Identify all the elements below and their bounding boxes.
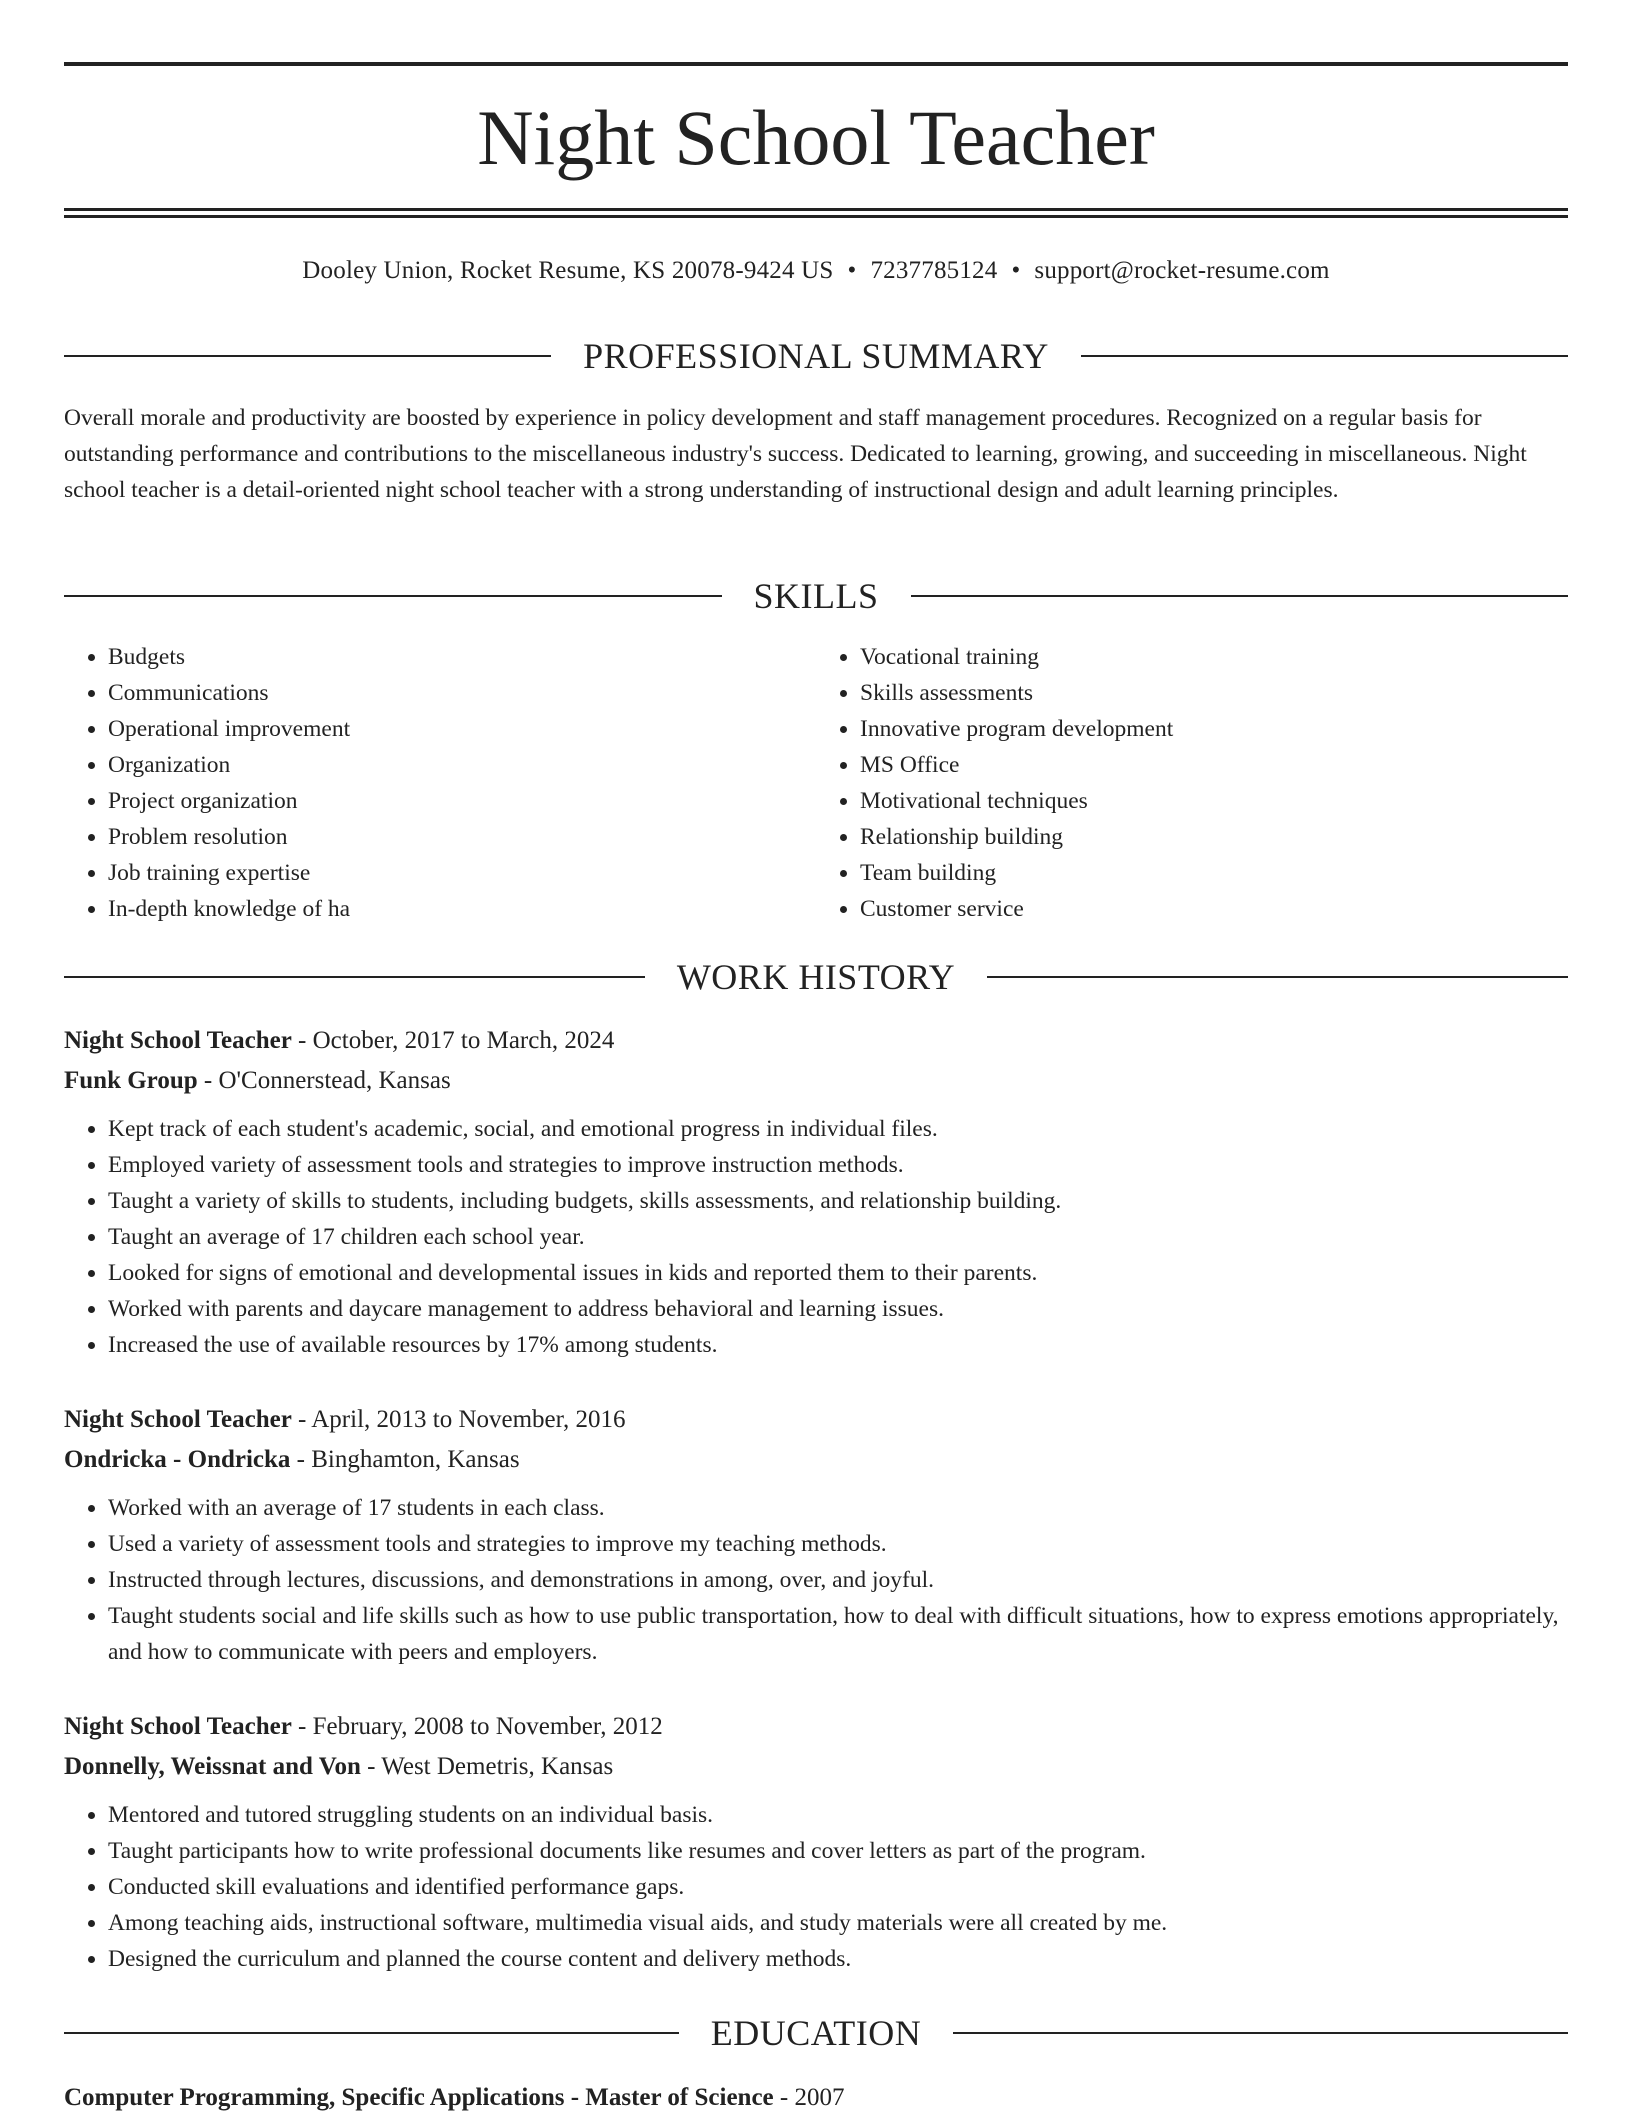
skill-item: • Problem resolution — [108, 819, 816, 855]
job-company: Funk Group — [64, 1067, 198, 1094]
job-entry — [64, 1707, 1568, 1977]
skill-item: • Communications — [108, 675, 816, 711]
job-company-line — [64, 1440, 1568, 1480]
heading-rule — [64, 595, 722, 597]
job-bullet: • Worked with an average of 17 students in each class. — [108, 1490, 1568, 1526]
section-heading-summary — [64, 334, 1568, 378]
contact-separator: • — [1011, 257, 1021, 284]
job-location: - West Demetris, Kansas — [360, 1753, 614, 1780]
job-entry — [64, 1021, 1568, 1363]
job-company-line — [64, 1747, 1568, 1787]
job-title-line — [64, 1400, 1568, 1440]
job-bullets — [64, 1797, 1568, 1977]
skill-item: • Vocational training — [860, 639, 1568, 675]
job-company: Ondricka - Ondricka — [64, 1446, 291, 1473]
skill-item: • Motivational techniques — [860, 783, 1568, 819]
education-entry — [64, 2078, 1568, 2118]
section-heading-skills — [64, 574, 1568, 618]
section-title: WORK HISTORY — [676, 957, 956, 997]
job-bullet: • Looked for signs of emotional and developmental issues in kids and reported them to their parents. — [108, 1255, 1568, 1291]
job-bullet: • Instructed through lectures, discussions, and demonstrations in among, over, and joyful. — [108, 1562, 1568, 1598]
skills-column-right — [816, 639, 1568, 927]
heading-rule — [911, 595, 1569, 597]
job-company: Donnelly, Weissnat and Von — [64, 1753, 361, 1780]
education-degree: Computer Programming, Specific Applications - Master of Science — [64, 2084, 774, 2111]
contact-line — [64, 254, 1568, 288]
job-dates: - February, 2008 to November, 2012 — [291, 1713, 663, 1740]
section-title: EDUCATION — [710, 2013, 922, 2053]
contact-address: Dooley Union, Rocket Resume, KS 20078-9424 US — [302, 257, 834, 284]
skills-column-left — [64, 639, 816, 927]
skill-item: • MS Office — [860, 747, 1568, 783]
education-year: - 2007 — [773, 2084, 845, 2111]
skill-item: • Budgets — [108, 639, 816, 675]
skill-item: • Project organization — [108, 783, 816, 819]
job-title-line — [64, 1021, 1568, 1061]
job-title: Night School Teacher — [64, 1406, 292, 1433]
skill-item: • Innovative program development — [860, 711, 1568, 747]
contact-phone: 7237785124 — [870, 257, 998, 284]
job-bullet: • Taught participants how to write professional documents like resumes and cover letters as part of the program. — [108, 1833, 1568, 1869]
job-bullet: • Worked with parents and daycare management to address behavioral and learning issues. — [108, 1291, 1568, 1327]
job-dates: - April, 2013 to November, 2016 — [291, 1406, 626, 1433]
heading-rule — [987, 976, 1568, 978]
job-bullet: • Taught students social and life skills such as how to use public transportation, how to deal with difficult situations, how to express emotions appropriately, and how to communicate with peers and employers. — [108, 1598, 1568, 1670]
candidate-name: Night School Teacher — [477, 94, 1155, 181]
job-bullet: • Conducted skill evaluations and identified performance gaps. — [108, 1869, 1568, 1905]
job-bullet: • Mentored and tutored struggling students on an individual basis. — [108, 1797, 1568, 1833]
heading-rule — [64, 976, 645, 978]
job-bullets — [64, 1111, 1568, 1363]
skill-item: • Job training expertise — [108, 855, 816, 891]
skill-item: • Skills assessments — [860, 675, 1568, 711]
job-title: Night School Teacher — [64, 1713, 292, 1740]
job-bullet: • Taught a variety of skills to students, including budgets, skills assessments, and relationship building. — [108, 1183, 1568, 1219]
heading-rule — [64, 355, 551, 357]
skill-item: • Organization — [108, 747, 816, 783]
job-bullet: • Among teaching aids, instructional software, multimedia visual aids, and study materials were all created by me. — [108, 1905, 1568, 1941]
job-bullet: • Taught an average of 17 children each school year. — [108, 1219, 1568, 1255]
heading-rule — [64, 2032, 679, 2034]
job-dates: - October, 2017 to March, 2024 — [291, 1027, 615, 1054]
skill-item: • Operational improvement — [108, 711, 816, 747]
section-title: SKILLS — [753, 576, 879, 616]
job-company-line — [64, 1061, 1568, 1101]
section-title: PROFESSIONAL SUMMARY — [583, 336, 1049, 376]
job-location: - Binghamton, Kansas — [290, 1446, 520, 1473]
contact-email: support@rocket-resume.com — [1034, 257, 1330, 284]
job-bullet: • Employed variety of assessment tools and strategies to improve instruction methods. — [108, 1147, 1568, 1183]
section-heading-education — [64, 2011, 1568, 2055]
job-title-line — [64, 1707, 1568, 1747]
top-rule — [64, 62, 1568, 66]
contact-separator: • — [847, 257, 857, 284]
heading-rule — [1081, 355, 1568, 357]
job-bullet: • Designed the curriculum and planned the course content and delivery methods. — [108, 1941, 1568, 1977]
job-bullet: • Kept track of each student's academic, social, and emotional progress in individual files. — [108, 1111, 1568, 1147]
job-entry — [64, 1400, 1568, 1670]
heading-rule — [953, 2032, 1568, 2034]
job-location: - O'Connerstead, Kansas — [197, 1067, 451, 1094]
summary-text: Overall morale and productivity are boosted by experience in policy development and staff management procedures. Recognized on a regular basis for outstanding performance and contributions to the miscellaneous industry's success. Dedicated to learning, growing, and succeeding in miscellaneous. Night school teacher is a detail-oriented night school teacher with a strong understanding of instructional design and adult learning principles. — [64, 405, 1527, 503]
skills-list — [64, 639, 1568, 927]
skill-item: • Customer service — [860, 891, 1568, 927]
job-bullets — [64, 1490, 1568, 1670]
section-heading-work-history — [64, 955, 1568, 999]
skill-item: • In-depth knowledge of ha — [108, 891, 816, 927]
skill-item: • Relationship building — [860, 819, 1568, 855]
job-bullet: • Used a variety of assessment tools and strategies to improve my teaching methods. — [108, 1526, 1568, 1562]
job-bullet: • Increased the use of available resources by 17% among students. — [108, 1327, 1568, 1363]
skill-item: • Team building — [860, 855, 1568, 891]
job-title: Night School Teacher — [64, 1027, 292, 1054]
title-double-rule — [64, 208, 1568, 218]
